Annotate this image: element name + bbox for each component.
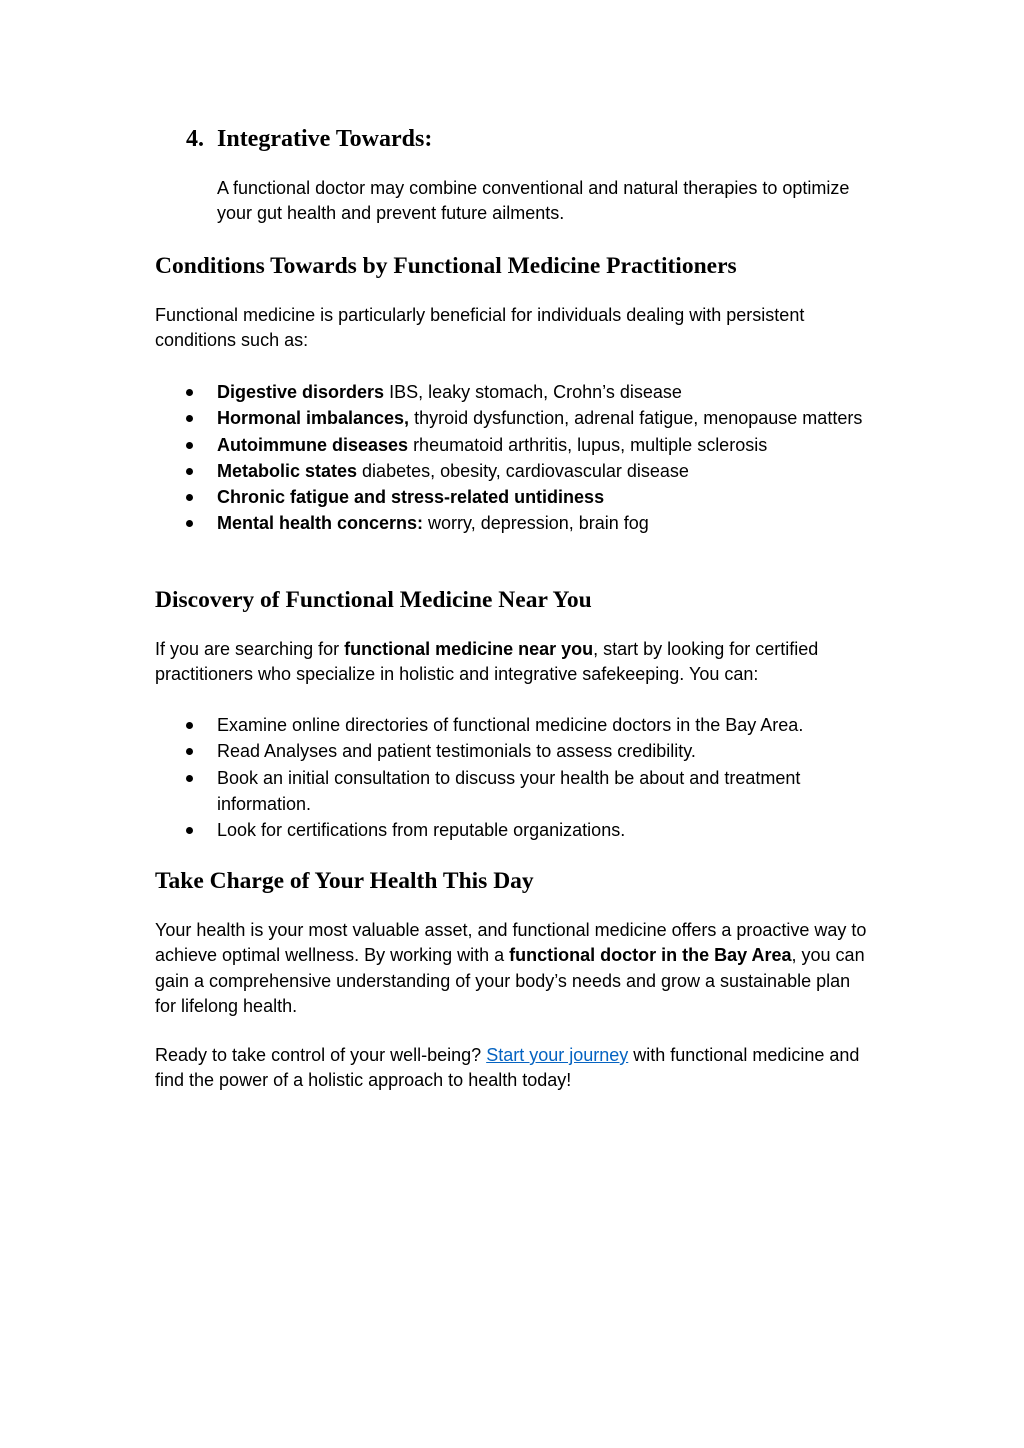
discovery-heading: Discovery of Functional Medicine Near You [155,587,592,613]
condition-detail: IBS, leaky stomach, Crohn’s disease [384,382,682,402]
list-item [155,765,870,818]
bullet-icon [186,775,193,782]
cta-text-end: with functional medicine and find the power of a holistic approach to health today! [155,1045,860,1091]
list-item [155,817,870,843]
list-item [155,510,870,536]
discovery-intro-bold: functional medicine near you [344,639,594,659]
condition-name: Chronic fatigue and stress-related untidiness [217,487,605,508]
condition-name: Mental health concerns: [217,513,424,534]
list-item [155,738,870,764]
conditions-intro: Functional medicine is particularly beneficial for individuals dealing with persistent conditions such as: [155,305,805,351]
discovery-item-text: Read Analyses and patient testimonials to assess credibility. [217,741,696,762]
call-to-action-paragraph [155,1043,870,1094]
list-item [155,432,870,458]
list-item [155,405,870,431]
list-item [155,458,870,484]
discovery-item-text: Look for certifications from reputable organizations. [217,820,626,841]
conditions-heading: Conditions Towards by Functional Medicine Practitioners [155,253,737,279]
discovery-list [155,712,870,843]
discovery-intro-text: If you are searching for [155,639,345,659]
condition-name: Autoimmune diseases [217,434,409,455]
bullet-icon [186,520,193,527]
bullet-icon [186,389,193,396]
condition-name: Metabolic states [217,460,358,481]
bullet-icon [186,468,193,475]
discovery-item-text: Book an initial consultation to discuss your health be about and treatment information. [217,767,801,814]
list-item [155,484,870,510]
condition-name: Hormonal imbalances, [217,408,410,429]
section-4-title: Integrative Towards: [217,126,433,152]
cta-text: Ready to take control of your well-being? [155,1045,487,1065]
condition-detail: worry, depression, brain fog [423,513,649,534]
take-charge-text-end: , you can gain a comprehensive understanding of your body’s needs and grow a sustainable plan for lifelong health. [155,945,865,1016]
section-4-number: 4. [186,126,204,152]
list-item [155,712,870,738]
discovery-item-text: Examine online directories of functional medicine doctors in the Bay Area. [217,715,804,735]
bullet-icon [186,748,193,755]
start-your-journey-link[interactable]: Start your journey [486,1045,629,1065]
condition-name: Digestive disorders [217,382,385,402]
condition-detail: thyroid dysfunction, adrenal fatigue, menopause matters [409,408,863,429]
bullet-icon [186,722,193,729]
list-item [155,379,870,405]
take-charge-heading: Take Charge of Your Health This Day [155,868,534,894]
discovery-intro [155,637,870,688]
take-charge-bold: functional doctor in the Bay Area [509,945,792,966]
bullet-icon [186,827,193,834]
section-4-text: A functional doctor may combine conventional and natural therapies to optimize your gut health and prevent future ailments. [217,178,850,224]
bullet-icon [186,442,193,449]
take-charge-text: Your health is your most valuable asset, and functional medicine offers a proactive way to achieve optimal wellness. By working with a [155,920,867,966]
section-4-heading [186,124,432,154]
bullet-icon [186,415,193,422]
condition-detail: rheumatoid arthritis, lupus, multiple sclerosis [408,434,768,455]
discovery-intro-text-end: , start by looking for certified practitioners who specialize in holistic and integrative safekeeping. You can: [155,639,819,685]
take-charge-paragraph [155,918,870,1019]
condition-detail: diabetes, obesity, cardiovascular disease [357,460,689,481]
bullet-icon [186,494,193,501]
conditions-list [155,379,870,537]
